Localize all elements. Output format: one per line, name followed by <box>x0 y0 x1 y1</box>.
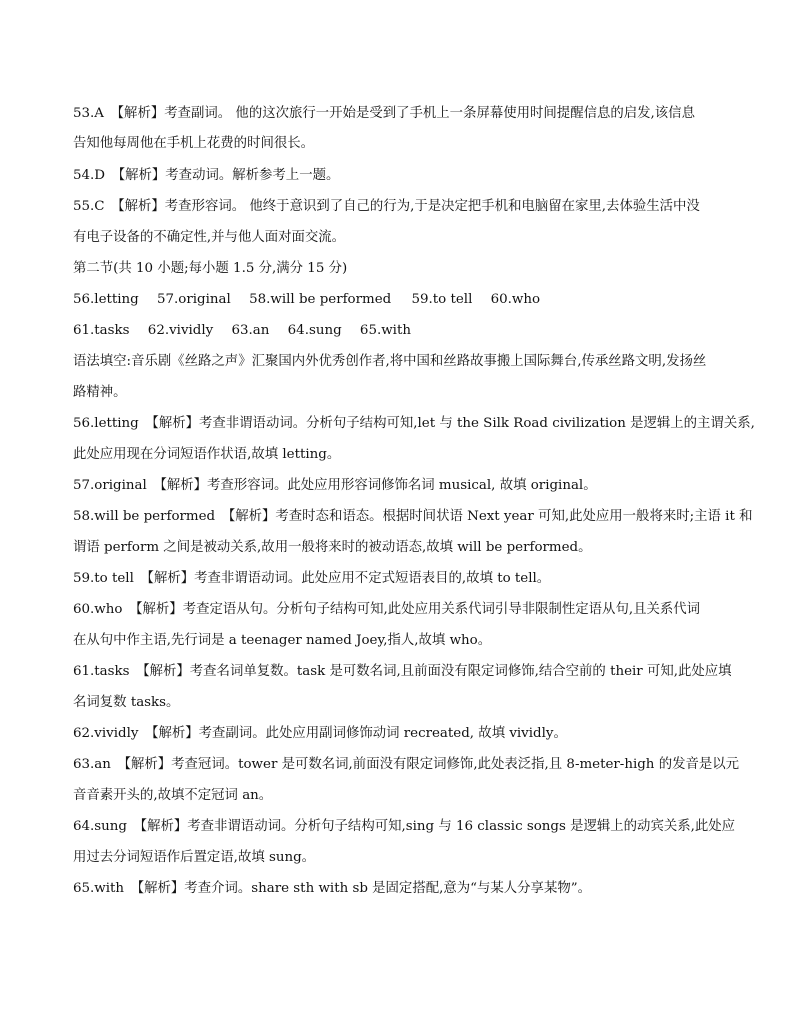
answer-65: 65.with <box>359 323 411 338</box>
item-59-line-1: 59.to tell 【解析】考查非谓语动词。此处应用不定式短语表目的,故填 to tell。 <box>73 571 551 586</box>
answer-56: 56.letting <box>73 292 139 307</box>
answer-63: 63.an <box>231 323 270 338</box>
answer-62: 62.vividly <box>147 323 214 338</box>
passage-intro-line-2: 路精神。 <box>73 385 127 400</box>
section-heading: 第二节(共 10 小题;每小题 1.5 分,满分 15 分) <box>73 261 348 276</box>
passage-intro-line-1: 语法填空:音乐剧《丝路之声》汇聚国内外优秀创作者,将中国和丝路故事搬上国际舞台,传承丝路文明,发扬丝 <box>73 354 707 369</box>
item-58-line-1: 58.will be performed 【解析】考查时态和语态。根据时间状语 Next year 可知,此处应用一般将来时;主语 it 和 <box>73 509 753 524</box>
item-60-line-1: 60.who 【解析】考查定语从句。分析句子结构可知,此处应用关系代词引导非限制性定语从句,且关系代词 <box>73 602 701 617</box>
item-61-line-2: 名词复数 tasks。 <box>73 695 180 710</box>
answer-59: 59.to tell <box>411 292 473 307</box>
item-64-line-2: 用过去分词短语作后置定语,故填 sung。 <box>73 850 316 865</box>
item-55-line-2: 有电子设备的不确定性,并与他人面对面交流。 <box>73 230 346 245</box>
item-61-line-1: 61.tasks 【解析】考查名词单复数。task 是可数名词,且前面没有限定词修饰,结合空前的 their 可知,此处应填 <box>73 664 732 679</box>
item-63-line-1: 63.an 【解析】考查冠词。tower 是可数名词,前面没有限定词修饰,此处表泛指,且 8-meter-high 的发音是以元 <box>73 757 740 772</box>
answer-57: 57.original <box>157 292 231 307</box>
item-62-line-1: 62.vividly 【解析】考查副词。此处应用副词修饰动词 recreated, 故填 vividly。 <box>73 726 567 741</box>
item-65-line-1: 65.with 【解析】考查介词。share sth with sb 是固定搭配,意为“与某人分享某物”。 <box>73 881 591 896</box>
item-64-line-1: 64.sung 【解析】考查非谓语动词。分析句子结构可知,sing 与 16 classic songs 是逻辑上的动宾关系,此处应 <box>73 819 736 834</box>
item-53-line-1: 53.A 【解析】考查副词。 他的这次旅行一开始是受到了手机上一条屏幕使用时间提醒信息的启发,该信息 <box>73 106 695 121</box>
answer-58: 58.will be performed <box>249 292 392 307</box>
item-60-line-2: 在从句中作主语,先行词是 a teenager named Joey,指人,故填 who。 <box>73 633 492 648</box>
item-57-line-1: 57.original 【解析】考查形容词。此处应用形容词修饰名词 musical, 故填 original。 <box>73 478 597 493</box>
item-53-line-2: 告知他每周他在手机上花费的时间很长。 <box>73 136 315 151</box>
item-55-line-1: 55.C 【解析】考查形容词。 他终于意识到了自己的行为,于是决定把手机和电脑留在家里,去体验生活中没 <box>73 199 700 214</box>
item-56-line-2: 此处应用现在分词短语作状语,故填 letting。 <box>73 447 341 462</box>
answer-61: 61.tasks <box>73 323 130 338</box>
item-56-line-1: 56.letting 【解析】考查非谓语动词。分析句子结构可知,let 与 the Silk Road civilization 是逻辑上的主谓关系, <box>73 416 755 431</box>
answer-row-1 <box>73 291 540 309</box>
answer-row-2 <box>73 322 411 340</box>
item-54-line-1: 54.D 【解析】考查动词。解析参考上一题。 <box>73 168 340 183</box>
item-58-line-2: 谓语 perform 之间是被动关系,故用一般将来时的被动语态,故填 will be performed。 <box>73 540 592 555</box>
answer-60: 60.who <box>490 292 541 307</box>
answer-64: 64.sung <box>287 323 342 338</box>
item-63-line-2: 音音素开头的,故填不定冠词 an。 <box>73 788 273 803</box>
